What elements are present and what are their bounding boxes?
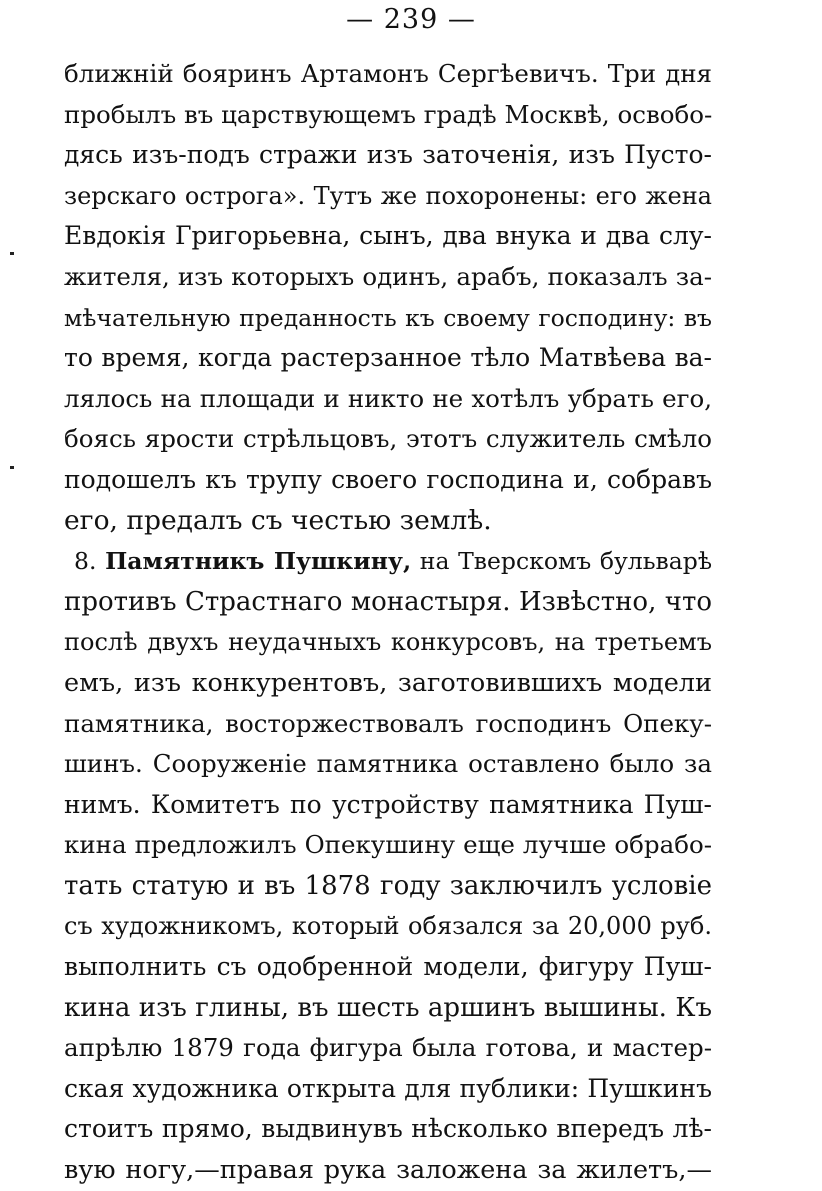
text-line: боясь ярости стрѣльцовъ, этотъ служитель смѣло <box>64 424 712 454</box>
section-first-line-text: на Тверскомъ бульварѣ <box>419 547 712 576</box>
text-line: нимъ. Комитетъ по устройству памятника Пуш- <box>64 789 712 819</box>
page-number: — 239 — <box>346 4 476 35</box>
text-line: выполнить съ одобренной модели, фигуру Пуш- <box>64 952 712 982</box>
text-line: емъ, изъ конкурентовъ, заготовившихъ модели <box>64 667 712 698</box>
text-line: ближній бояринъ Артамонъ Сергѣевичъ. Три дня <box>64 59 712 88</box>
text-line: жителя, изъ которыхъ одинъ, арабъ, показалъ за- <box>64 261 712 291</box>
section-number: 8. <box>74 547 97 576</box>
text-line: подошелъ къ трупу своего господина и, собравъ <box>64 464 712 494</box>
text-line: кина изъ глины, въ шесть аршинъ вышины. Къ <box>64 992 712 1023</box>
text-line: стоитъ прямо, выдвинувъ нѣсколько впередъ лѣ- <box>64 1114 712 1144</box>
section-first-line <box>64 541 712 582</box>
section-heading: Памятникъ Пушкину, <box>105 547 412 576</box>
text-line: вую ногу,—правая рука заложена за жилетъ,— <box>64 1155 712 1186</box>
text-line: Евдокія Григорьевна, сынъ, два внука и два слу- <box>64 221 712 251</box>
text-line: памятника, восторжествовалъ господинъ Опеку- <box>64 708 712 738</box>
text-line: шинъ. Сооруженіе памятника оставлено было за <box>64 749 712 779</box>
text-line: то время, когда растерзанное тѣло Матвѣева ва- <box>64 343 712 373</box>
text-line: его, предалъ съ честью землѣ. <box>64 504 492 536</box>
paragraph-matveev-burial <box>64 54 712 541</box>
text-line: кина предложилъ Опекушину еще лучше обрабо- <box>64 830 712 860</box>
text-line: апрѣлю 1879 года фигура была готова, и мастер- <box>64 1033 712 1063</box>
text-line: съ художникомъ, который обязался за 20,000 руб. <box>64 912 712 941</box>
paragraph-pushkin-monument <box>64 541 712 1191</box>
margin-speck <box>10 252 14 255</box>
text-line: пробылъ въ царствующемъ градѣ Москвѣ, освобо- <box>64 99 712 129</box>
text-line: послѣ двухъ неудачныхъ конкурсовъ, на третьемъ <box>64 628 712 657</box>
text-line: лялось на площади и никто не хотѣлъ убрать его, <box>64 383 712 413</box>
text-line: ская художника открыта для публики: Пушкинъ <box>64 1073 712 1103</box>
body-text <box>64 54 712 1191</box>
text-line: зерскаго острога». Тутъ же похоронены: его жена <box>64 181 712 210</box>
margin-speck <box>10 466 14 469</box>
text-line: дясь изъ-подъ стражи изъ заточенія, изъ Пусто- <box>64 140 712 170</box>
text-line: мѣчательную преданность къ своему господину: въ <box>64 303 712 332</box>
text-line: тать статую и въ 1878 году заключилъ условіе <box>64 870 712 901</box>
text-line: противъ Страстнаго монастыря. Извѣстно, что <box>64 586 712 617</box>
